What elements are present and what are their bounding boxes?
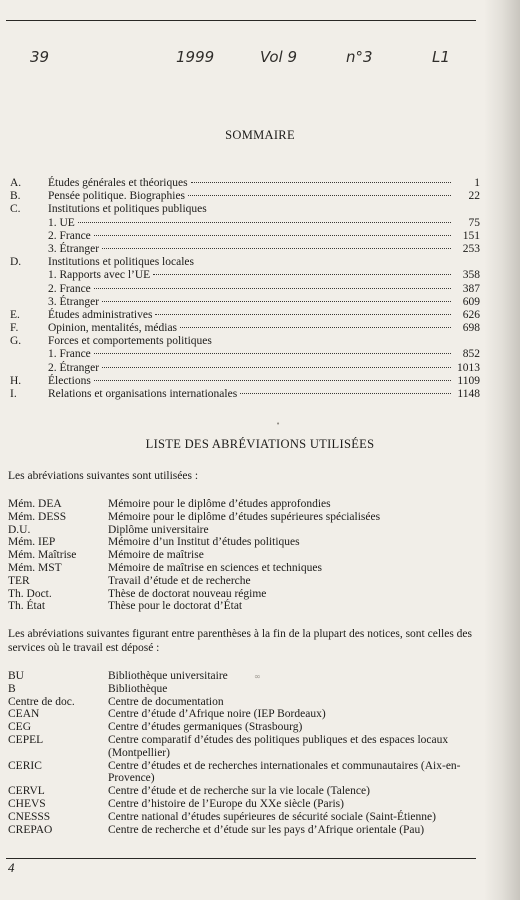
- abbreviation: CREPAO: [8, 823, 53, 836]
- deposit-abbreviations-list: [8, 670, 482, 836]
- toc-letter: I.: [10, 388, 17, 400]
- abbreviation-meaning: Thèse de doctorat nouveau régime: [108, 587, 267, 600]
- toc-letter: D.: [10, 256, 22, 269]
- toc-letter: F.: [10, 322, 19, 335]
- page-number: 4: [8, 860, 15, 875]
- abbreviation: CHEVS: [8, 797, 46, 810]
- abbreviation-meaning: Thèse pour le doctorat d’État: [108, 600, 243, 613]
- handwritten-annotations: [0, 48, 520, 78]
- toc-leader: [153, 274, 451, 275]
- page-edge-shadow: [484, 0, 520, 900]
- abbreviation-row: [8, 670, 482, 683]
- abbreviation-meaning: Mémoire d’un Institut d’études politiques: [108, 536, 300, 549]
- abbreviation: CEG: [8, 721, 31, 734]
- toc-page-number: 253: [462, 242, 480, 255]
- abbreviation: CEAN: [8, 708, 40, 721]
- abbreviation: Th. Doct.: [8, 587, 52, 600]
- abbreviation-row: [8, 785, 482, 798]
- abbreviation-row: [8, 721, 482, 734]
- table-of-contents: [10, 177, 480, 401]
- toc-page-number: 1148: [457, 388, 480, 400]
- toc-label: Élections: [48, 374, 91, 387]
- toc-leader: [188, 195, 451, 196]
- toc-page-number: 387: [462, 282, 480, 295]
- handwritten-note: Vol 9: [260, 48, 298, 66]
- toc-label: Études générales et théoriques: [48, 177, 188, 189]
- abbreviation: CNESSS: [8, 810, 51, 823]
- toc-entry: [10, 203, 480, 216]
- abbreviation: Mém. Maîtrise: [8, 549, 77, 562]
- toc-label: 1. Rapports avec l’UE: [48, 269, 151, 282]
- toc-leader: [94, 235, 451, 236]
- toc-entry: [10, 335, 480, 348]
- toc-page-number: 852: [462, 348, 480, 361]
- toc-entry: [10, 190, 480, 203]
- abbreviation-meaning: Centre d’études et de recherches internationales et communautaires (Aix-en-Provence): [108, 759, 461, 785]
- toc-entry: [10, 362, 480, 375]
- toc-letter: H.: [10, 374, 22, 387]
- toc-page-number: 1: [474, 177, 480, 189]
- abbreviation: D.U.: [8, 523, 31, 536]
- abbreviation-meaning: Centre d’histoire de l’Europe du XXe siècle (Paris): [108, 797, 344, 810]
- toc-entry: [10, 283, 480, 296]
- abbreviation-row: [8, 824, 482, 837]
- toc-leader: [180, 327, 451, 328]
- degree-abbreviations-list: [8, 498, 482, 613]
- toc-entry: [10, 177, 480, 190]
- toc-letter: A.: [10, 177, 22, 189]
- toc-label: 2. France: [48, 229, 91, 242]
- toc-leader: [102, 248, 451, 249]
- toc-page-number: 151: [462, 229, 480, 242]
- toc-leader: [102, 301, 451, 302]
- abbreviation-meaning: Mémoire pour le diplôme d’études approfondies: [108, 498, 331, 510]
- toc-label: 3. Étranger: [48, 242, 100, 255]
- abbreviation: CEPEL: [8, 733, 44, 746]
- toc-entry: [10, 269, 480, 282]
- toc-letter: G.: [10, 335, 22, 348]
- abbreviation-row: [8, 683, 482, 696]
- toc-label: 1. UE: [48, 216, 75, 229]
- abbreviation-meaning: Centre d’étude et de recherche sur la vie locale (Talence): [108, 785, 370, 798]
- toc-leader: [94, 288, 451, 289]
- toc-leader: [102, 367, 451, 368]
- abbreviation: Mém. DEA: [8, 498, 62, 510]
- toc-entry: [10, 348, 480, 361]
- toc-label: Forces et comportements politiques: [48, 335, 212, 348]
- toc-page-number: 75: [468, 216, 480, 229]
- toc-label: Relations et organisations internationales: [48, 388, 238, 400]
- top-rule: [6, 20, 476, 21]
- toc-entry: [10, 322, 480, 335]
- toc-label: 2. France: [48, 282, 91, 295]
- abbreviation-row: [8, 708, 482, 721]
- abbreviation-meaning: Travail d’étude et de recherche: [108, 574, 251, 587]
- toc-page-number: 358: [462, 269, 480, 282]
- toc-entry: [10, 375, 480, 388]
- abbreviation-row: [8, 498, 482, 511]
- abbreviation: Mém. DESS: [8, 510, 67, 523]
- stray-mark: •: [276, 420, 281, 428]
- abbreviation-meaning: Centre de recherche et d’étude sur les pays d’Afrique orientale (Pau): [108, 823, 425, 836]
- toc-page-number: 1109: [457, 374, 480, 387]
- abbreviation: Centre de doc.: [8, 695, 75, 708]
- toc-label: 1. France: [48, 348, 91, 361]
- abbreviation-meaning: Bibliothèque universitaire: [108, 670, 228, 682]
- toc-entry: [10, 256, 480, 269]
- toc-letter: C.: [10, 203, 21, 216]
- toc-page-number: 22: [468, 190, 480, 203]
- abbreviation-meaning: Centre comparatif d’études des politiques publiques et des espaces locaux (Montpellier): [108, 733, 449, 759]
- abbreviation-row: [8, 588, 482, 601]
- handwritten-note: n°3: [346, 48, 373, 66]
- abbreviation-row: [8, 811, 482, 824]
- toc-label: 3. Étranger: [48, 295, 100, 308]
- sommaire-title: SOMMAIRE: [225, 128, 295, 142]
- abbreviation-meaning: Centre de documentation: [108, 695, 224, 708]
- toc-entry: [10, 230, 480, 243]
- toc-label: Institutions et politiques locales: [48, 256, 194, 269]
- abbreviation-row: [8, 798, 482, 811]
- handwritten-note: L1: [432, 48, 450, 66]
- abbreviation: BU: [8, 670, 24, 682]
- abbreviation-row: [8, 575, 482, 588]
- toc-entry: [10, 309, 480, 322]
- toc-page-number: 698: [462, 322, 480, 335]
- handwritten-note: 1999: [176, 48, 215, 66]
- abbreviation-meaning: Bibliothèque: [108, 682, 168, 695]
- abbreviation: CERVL: [8, 785, 45, 798]
- abbreviation-meaning: Centre d’étude d’Afrique noire (IEP Bordeaux): [108, 708, 326, 721]
- abbreviation: Mém. IEP: [8, 536, 56, 549]
- bottom-rule: [6, 858, 476, 859]
- abbreviations-intro: Les abréviations suivantes sont utilisées :: [8, 470, 199, 482]
- toc-leader: [191, 182, 451, 183]
- toc-label: Institutions et politiques publiques: [48, 203, 207, 216]
- abbreviation-row: [8, 696, 482, 709]
- toc-letter: B.: [10, 190, 21, 203]
- toc-entry: [10, 217, 480, 230]
- toc-label: Opinion, mentalités, médias: [48, 322, 178, 335]
- abbreviation-meaning: Diplôme universitaire: [108, 523, 209, 536]
- toc-label: Pensée politique. Biographies: [48, 190, 186, 203]
- abbreviation-row: [8, 524, 482, 537]
- toc-leader: [94, 353, 451, 354]
- abbreviation-meaning: Centre national d’études supérieures de sécurité sociale (Saint-Étienne): [108, 810, 436, 823]
- toc-entry: [10, 388, 480, 401]
- toc-letter: E.: [10, 308, 20, 321]
- toc-leader: [155, 314, 451, 315]
- abbreviation: Th. État: [8, 600, 46, 613]
- abbreviation: TER: [8, 574, 30, 587]
- toc-page-number: 626: [462, 308, 480, 321]
- abbreviation-row: [8, 511, 482, 524]
- toc-page-number: 609: [462, 295, 480, 308]
- abbreviation-row: [8, 562, 482, 575]
- toc-page-number: 1013: [457, 361, 480, 374]
- abbreviation-row: [8, 600, 482, 613]
- abbreviation: B: [8, 682, 16, 695]
- abbreviation-meaning: Mémoire de maîtrise en sciences et techniques: [108, 561, 322, 574]
- handwritten-note: 39: [30, 48, 50, 66]
- toc-label: 2. Étranger: [48, 361, 100, 374]
- toc-leader: [78, 222, 451, 223]
- abbreviation-meaning: Mémoire pour le diplôme d’études supérieures spécialisées: [108, 510, 381, 523]
- toc-leader: [240, 393, 451, 394]
- deposit-abbreviations-intro: Les abréviations suivantes figurant entre parenthèses à la fin de la plupart des notices, sont celles des services où le travail est déposé :: [8, 628, 472, 654]
- abbreviation: CERIC: [8, 759, 42, 772]
- toc-entry: [10, 243, 480, 256]
- toc-label: Études administratives: [48, 308, 153, 321]
- abbreviation-row: [8, 760, 482, 786]
- abbreviation-row: [8, 549, 482, 562]
- abbreviation-row: [8, 536, 482, 549]
- abbreviations-title: LISTE DES ABRÉVIATIONS UTILISÉES: [145, 437, 375, 451]
- abbreviation-row: [8, 734, 482, 760]
- abbreviation-meaning: Centre d’études germaniques (Strasbourg): [108, 721, 303, 734]
- toc-leader: [94, 380, 451, 381]
- abbreviation-meaning: Mémoire de maîtrise: [108, 549, 204, 562]
- pencil-mark: ∞: [254, 672, 261, 681]
- toc-entry: [10, 296, 480, 309]
- abbreviation: Mém. MST: [8, 561, 62, 574]
